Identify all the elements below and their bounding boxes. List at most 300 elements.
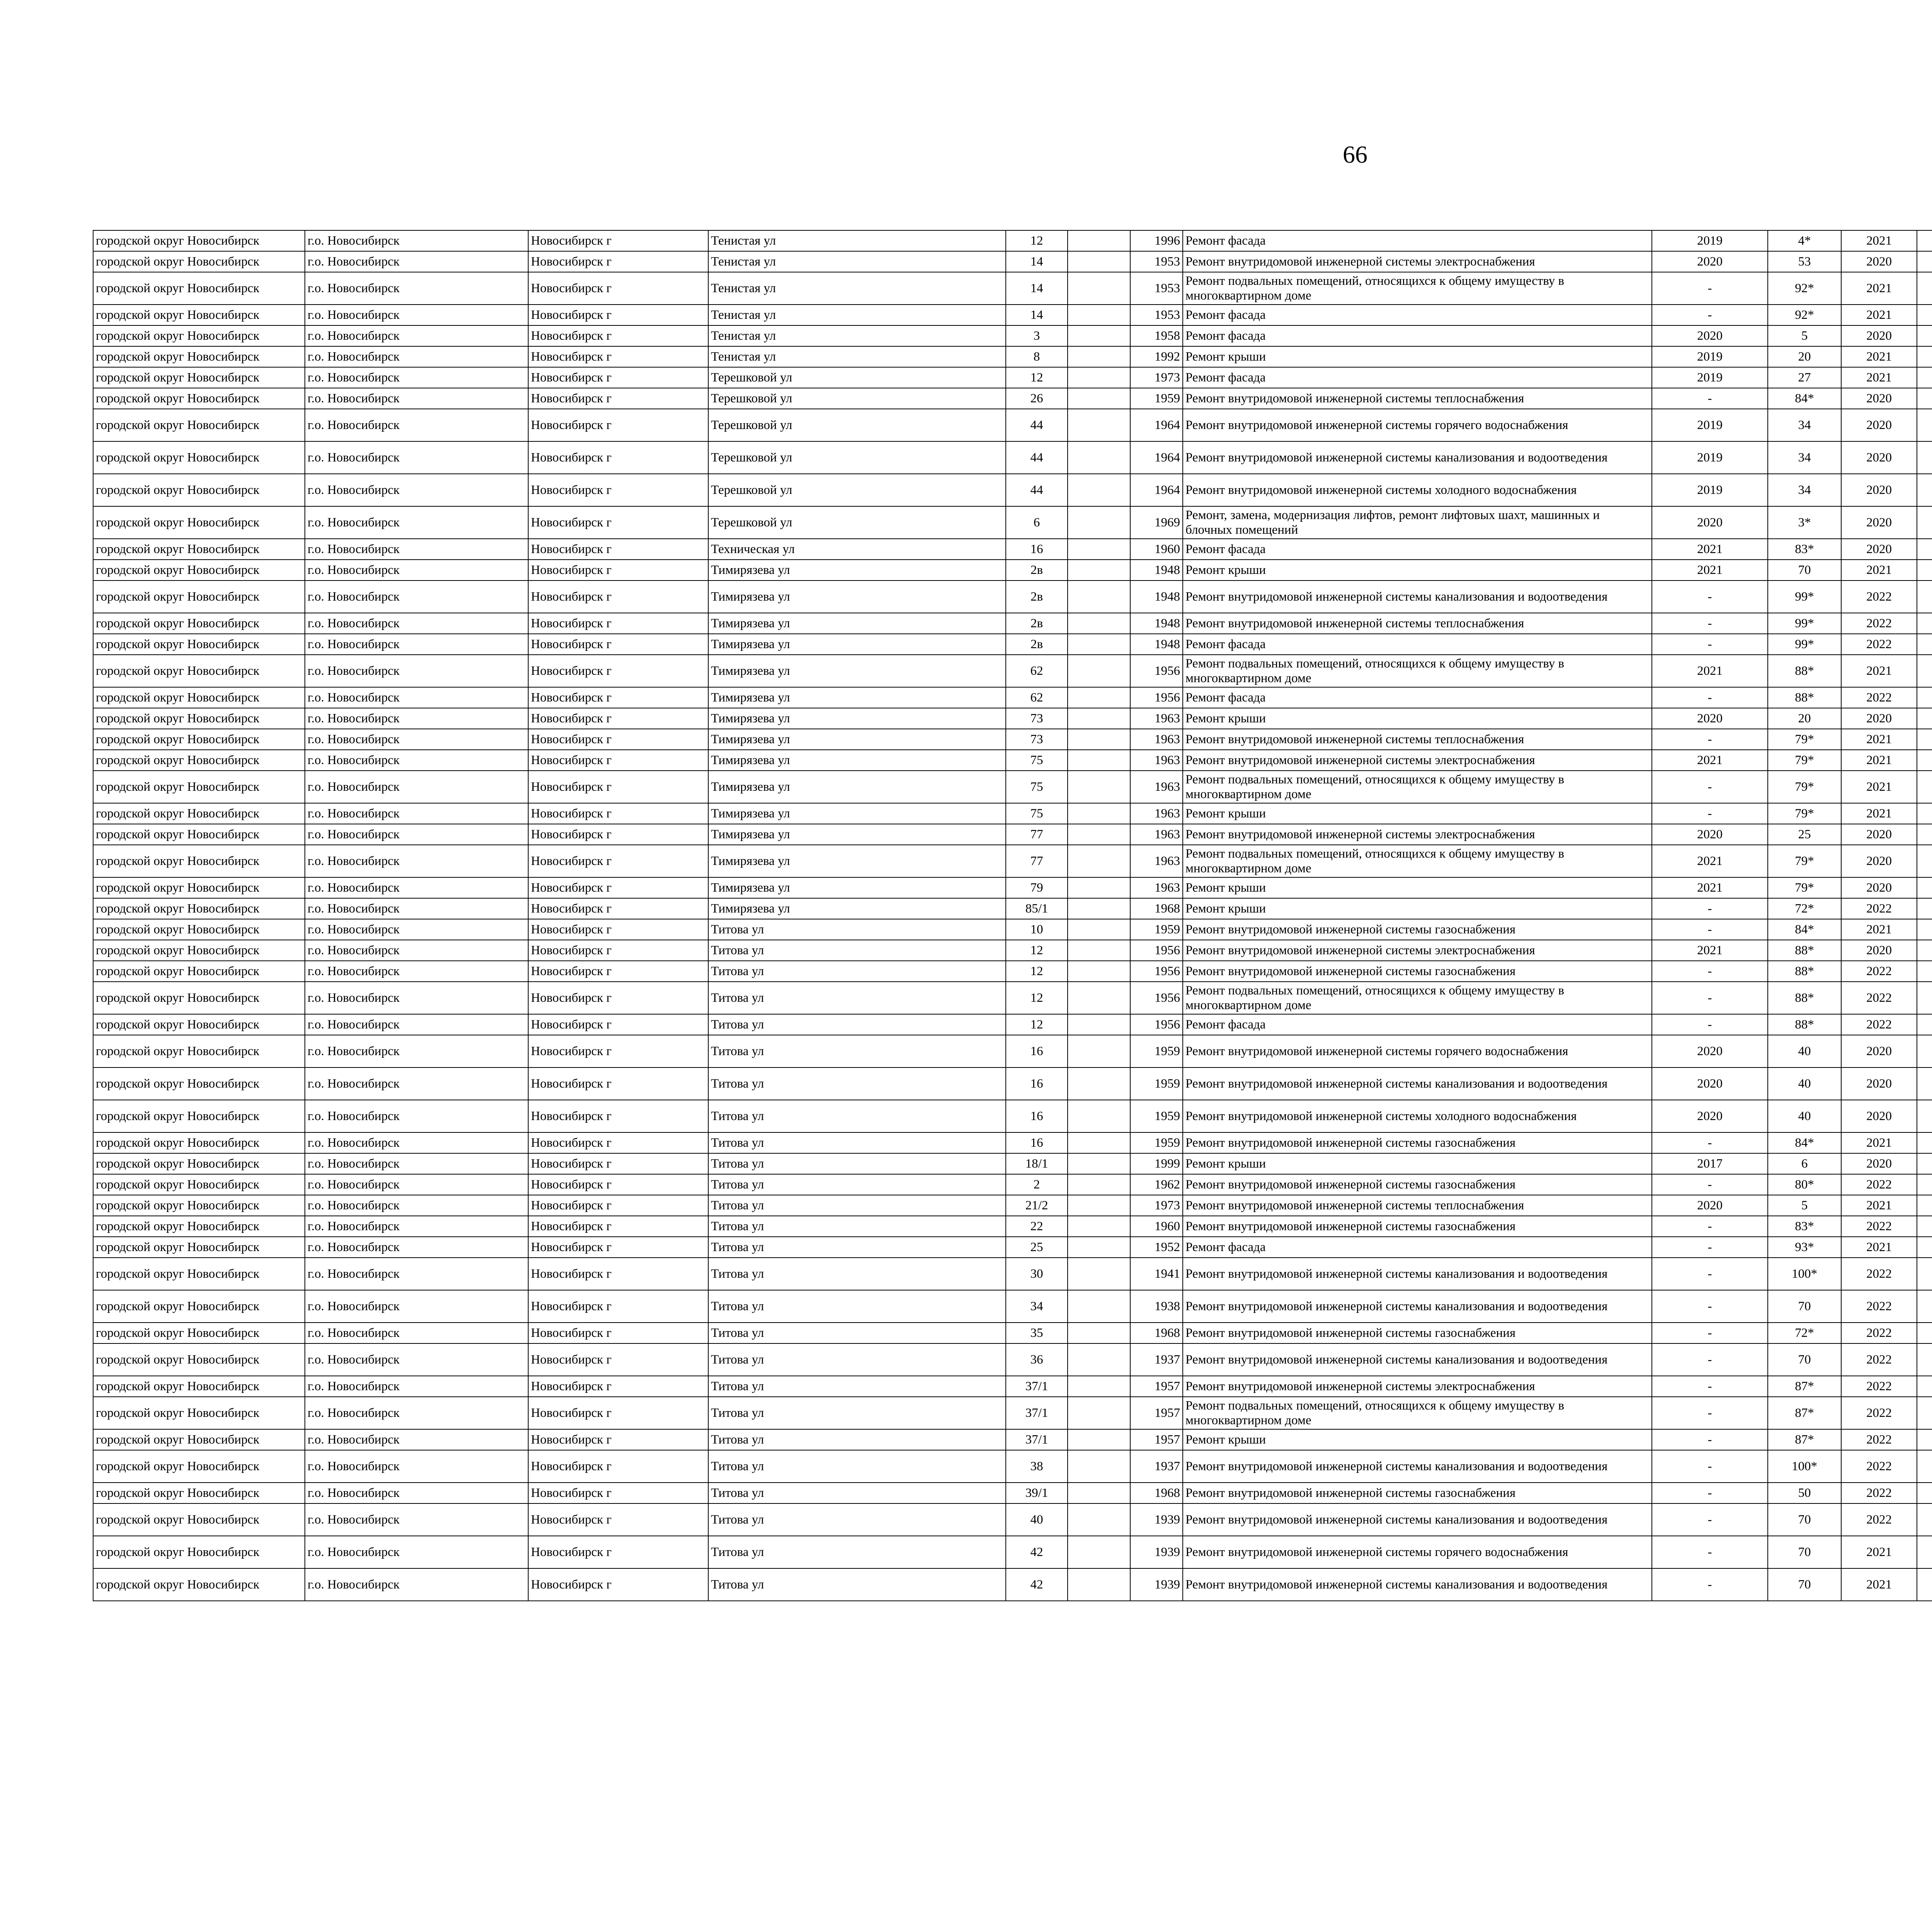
cell-settlement: Новосибирск г (528, 251, 708, 272)
cell-last-repair-year: - (1652, 581, 1768, 613)
cell-plan-end (1917, 305, 1932, 325)
cell-building (1068, 919, 1130, 940)
cell-work-type: Ремонт фасада (1183, 367, 1652, 388)
cell-wear-percent: 70 (1768, 1290, 1841, 1323)
cell-plan-end (1917, 750, 1932, 771)
capital-repair-table (93, 230, 1932, 1601)
cell-street: Титова ул (708, 961, 1006, 982)
cell-municipality: городской округ Новосибирск (93, 750, 305, 771)
cell-wear-percent: 84* (1768, 919, 1841, 940)
cell-last-repair-year: - (1652, 1258, 1768, 1290)
cell-municipality: городской округ Новосибирск (93, 845, 305, 877)
cell-plan-start: 2020 (1841, 251, 1917, 272)
cell-plan-start: 2020 (1841, 877, 1917, 898)
cell-house: 37/1 (1006, 1429, 1068, 1450)
cell-year-built: 1963 (1130, 729, 1183, 750)
cell-house: 35 (1006, 1323, 1068, 1343)
cell-year-built: 1956 (1130, 982, 1183, 1014)
cell-wear-percent: 40 (1768, 1067, 1841, 1100)
cell-plan-end (1917, 251, 1932, 272)
cell-street: Титова ул (708, 1067, 1006, 1100)
cell-district: г.о. Новосибирск (305, 1195, 528, 1216)
cell-district: г.о. Новосибирск (305, 539, 528, 560)
table-row (93, 1132, 1932, 1153)
cell-plan-start: 2022 (1841, 1290, 1917, 1323)
table-row (93, 1195, 1932, 1216)
cell-wear-percent: 99* (1768, 634, 1841, 655)
cell-plan-start: 2020 (1841, 506, 1917, 539)
cell-plan-end (1917, 1237, 1932, 1258)
cell-year-built: 1957 (1130, 1429, 1183, 1450)
cell-plan-start: 2022 (1841, 1258, 1917, 1290)
cell-plan-end (1917, 539, 1932, 560)
cell-settlement: Новосибирск г (528, 1195, 708, 1216)
cell-wear-percent: 83* (1768, 539, 1841, 560)
cell-house: 8 (1006, 346, 1068, 367)
cell-district: г.о. Новосибирск (305, 560, 528, 581)
cell-street: Терешковой ул (708, 441, 1006, 474)
cell-street: Титова ул (708, 1237, 1006, 1258)
cell-wear-percent: 99* (1768, 613, 1841, 634)
cell-building (1068, 655, 1130, 687)
cell-wear-percent: 92* (1768, 272, 1841, 305)
cell-house: 12 (1006, 961, 1068, 982)
cell-year-built: 1937 (1130, 1343, 1183, 1376)
cell-year-built: 1959 (1130, 1132, 1183, 1153)
cell-plan-start: 2022 (1841, 581, 1917, 613)
cell-last-repair-year: - (1652, 1132, 1768, 1153)
cell-settlement: Новосибирск г (528, 961, 708, 982)
cell-wear-percent: 83* (1768, 1216, 1841, 1237)
cell-work-type: Ремонт крыши (1183, 560, 1652, 581)
cell-settlement: Новосибирск г (528, 1376, 708, 1397)
cell-house: 12 (1006, 230, 1068, 251)
cell-district: г.о. Новосибирск (305, 346, 528, 367)
cell-plan-end (1917, 1014, 1932, 1035)
cell-district: г.о. Новосибирск (305, 982, 528, 1014)
cell-wear-percent: 84* (1768, 1132, 1841, 1153)
cell-plan-start: 2021 (1841, 1195, 1917, 1216)
cell-settlement: Новосибирск г (528, 634, 708, 655)
cell-plan-end (1917, 1195, 1932, 1216)
cell-wear-percent: 70 (1768, 560, 1841, 581)
cell-last-repair-year: - (1652, 1323, 1768, 1343)
cell-last-repair-year: - (1652, 1014, 1768, 1035)
cell-last-repair-year: - (1652, 634, 1768, 655)
cell-street: Титова ул (708, 1503, 1006, 1536)
cell-last-repair-year: 2020 (1652, 708, 1768, 729)
cell-wear-percent: 87* (1768, 1429, 1841, 1450)
cell-building (1068, 441, 1130, 474)
table-row (93, 1376, 1932, 1397)
table-row (93, 325, 1932, 346)
cell-building (1068, 729, 1130, 750)
cell-plan-end (1917, 824, 1932, 845)
cell-building (1068, 1216, 1130, 1237)
cell-district: г.о. Новосибирск (305, 581, 528, 613)
cell-plan-end (1917, 940, 1932, 961)
cell-street: Титова ул (708, 1376, 1006, 1397)
cell-wear-percent: 70 (1768, 1503, 1841, 1536)
table-row (93, 1258, 1932, 1290)
cell-plan-end (1917, 687, 1932, 708)
cell-district: г.о. Новосибирск (305, 1100, 528, 1132)
table-row (93, 750, 1932, 771)
cell-plan-start: 2022 (1841, 1397, 1917, 1429)
cell-district: г.о. Новосибирск (305, 1568, 528, 1601)
cell-house: 75 (1006, 750, 1068, 771)
cell-house: 75 (1006, 771, 1068, 803)
cell-house: 62 (1006, 687, 1068, 708)
cell-plan-end (1917, 1343, 1932, 1376)
cell-last-repair-year: 2020 (1652, 251, 1768, 272)
cell-house: 42 (1006, 1536, 1068, 1568)
cell-plan-start: 2020 (1841, 325, 1917, 346)
table-row (93, 409, 1932, 441)
cell-work-type: Ремонт, замена, модернизация лифтов, ремонт лифтовых шахт, машинных и блочных помещений (1183, 506, 1652, 539)
cell-plan-start: 2020 (1841, 441, 1917, 474)
cell-street: Тимирязева ул (708, 708, 1006, 729)
cell-plan-end (1917, 1290, 1932, 1323)
cell-wear-percent: 100* (1768, 1450, 1841, 1483)
cell-plan-end (1917, 1568, 1932, 1601)
cell-street: Титова ул (708, 1258, 1006, 1290)
cell-municipality: городской округ Новосибирск (93, 655, 305, 687)
table-row (93, 539, 1932, 560)
cell-house: 77 (1006, 845, 1068, 877)
cell-district: г.о. Новосибирск (305, 1216, 528, 1237)
cell-municipality: городской округ Новосибирск (93, 1450, 305, 1483)
cell-last-repair-year: 2019 (1652, 441, 1768, 474)
cell-municipality: городской округ Новосибирск (93, 982, 305, 1014)
cell-municipality: городской округ Новосибирск (93, 687, 305, 708)
cell-wear-percent: 79* (1768, 750, 1841, 771)
cell-building (1068, 1343, 1130, 1376)
cell-year-built: 1948 (1130, 634, 1183, 655)
cell-plan-end (1917, 877, 1932, 898)
cell-municipality: городской округ Новосибирск (93, 1343, 305, 1376)
cell-work-type: Ремонт внутридомовой инженерной системы канализования и водоотведения (1183, 1568, 1652, 1601)
cell-settlement: Новосибирск г (528, 1450, 708, 1483)
cell-last-repair-year: 2020 (1652, 1195, 1768, 1216)
cell-last-repair-year: - (1652, 1216, 1768, 1237)
cell-building (1068, 409, 1130, 441)
cell-last-repair-year: 2020 (1652, 325, 1768, 346)
cell-last-repair-year: 2019 (1652, 474, 1768, 506)
cell-work-type: Ремонт фасада (1183, 230, 1652, 251)
cell-plan-end (1917, 729, 1932, 750)
cell-wear-percent: 87* (1768, 1376, 1841, 1397)
table-row (93, 1397, 1932, 1429)
cell-wear-percent: 72* (1768, 898, 1841, 919)
cell-municipality: городской округ Новосибирск (93, 1429, 305, 1450)
cell-wear-percent: 5 (1768, 1195, 1841, 1216)
table-row (93, 613, 1932, 634)
cell-year-built: 1938 (1130, 1290, 1183, 1323)
cell-district: г.о. Новосибирск (305, 687, 528, 708)
cell-settlement: Новосибирск г (528, 1153, 708, 1174)
cell-street: Тимирязева ул (708, 771, 1006, 803)
cell-year-built: 1963 (1130, 824, 1183, 845)
cell-settlement: Новосибирск г (528, 272, 708, 305)
cell-plan-end (1917, 560, 1932, 581)
cell-year-built: 1948 (1130, 581, 1183, 613)
cell-wear-percent: 88* (1768, 961, 1841, 982)
cell-year-built: 1973 (1130, 1195, 1183, 1216)
cell-plan-start: 2021 (1841, 1132, 1917, 1153)
cell-building (1068, 539, 1130, 560)
cell-plan-end (1917, 1035, 1932, 1067)
cell-district: г.о. Новосибирск (305, 1290, 528, 1323)
cell-district: г.о. Новосибирск (305, 1132, 528, 1153)
cell-wear-percent: 88* (1768, 982, 1841, 1014)
cell-district: г.о. Новосибирск (305, 1503, 528, 1536)
cell-settlement: Новосибирск г (528, 305, 708, 325)
cell-year-built: 1968 (1130, 1323, 1183, 1343)
cell-street: Терешковой ул (708, 367, 1006, 388)
cell-building (1068, 1323, 1130, 1343)
cell-settlement: Новосибирск г (528, 613, 708, 634)
cell-house: 2 (1006, 1174, 1068, 1195)
cell-house: 2в (1006, 613, 1068, 634)
cell-building (1068, 824, 1130, 845)
cell-district: г.о. Новосибирск (305, 409, 528, 441)
cell-last-repair-year: - (1652, 1376, 1768, 1397)
cell-municipality: городской округ Новосибирск (93, 940, 305, 961)
cell-year-built: 1939 (1130, 1503, 1183, 1536)
cell-last-repair-year: 2021 (1652, 560, 1768, 581)
cell-district: г.о. Новосибирск (305, 1343, 528, 1376)
cell-plan-start: 2022 (1841, 613, 1917, 634)
cell-municipality: городской округ Новосибирск (93, 251, 305, 272)
cell-settlement: Новосибирск г (528, 824, 708, 845)
cell-year-built: 1959 (1130, 388, 1183, 409)
cell-wear-percent: 92* (1768, 305, 1841, 325)
table-row (93, 506, 1932, 539)
cell-plan-start: 2022 (1841, 982, 1917, 1014)
cell-settlement: Новосибирск г (528, 1237, 708, 1258)
cell-municipality: городской округ Новосибирск (93, 1216, 305, 1237)
page-number: 66 (1343, 141, 1367, 168)
cell-wear-percent: 88* (1768, 655, 1841, 687)
cell-settlement: Новосибирск г (528, 803, 708, 824)
table-row (93, 687, 1932, 708)
cell-building (1068, 1376, 1130, 1397)
cell-municipality: городской округ Новосибирск (93, 581, 305, 613)
cell-house: 26 (1006, 388, 1068, 409)
cell-plan-end (1917, 771, 1932, 803)
cell-house: 2в (1006, 560, 1068, 581)
table-row (93, 729, 1932, 750)
cell-wear-percent: 72* (1768, 1323, 1841, 1343)
cell-year-built: 1999 (1130, 1153, 1183, 1174)
cell-plan-start: 2022 (1841, 1376, 1917, 1397)
cell-work-type: Ремонт подвальных помещений, относящихся к общему имуществу в многоквартирном доме (1183, 982, 1652, 1014)
cell-wear-percent: 84* (1768, 388, 1841, 409)
cell-wear-percent: 70 (1768, 1343, 1841, 1376)
cell-year-built: 1962 (1130, 1174, 1183, 1195)
cell-building (1068, 982, 1130, 1014)
cell-plan-end (1917, 367, 1932, 388)
cell-last-repair-year: - (1652, 919, 1768, 940)
cell-municipality: городской округ Новосибирск (93, 230, 305, 251)
cell-house: 30 (1006, 1258, 1068, 1290)
cell-last-repair-year: 2021 (1652, 877, 1768, 898)
cell-year-built: 1956 (1130, 687, 1183, 708)
cell-plan-end (1917, 1132, 1932, 1153)
cell-district: г.о. Новосибирск (305, 961, 528, 982)
cell-plan-start: 2021 (1841, 771, 1917, 803)
cell-street: Титова ул (708, 1429, 1006, 1450)
cell-plan-end (1917, 845, 1932, 877)
table-row (93, 441, 1932, 474)
cell-wear-percent: 88* (1768, 940, 1841, 961)
cell-district: г.о. Новосибирск (305, 230, 528, 251)
cell-street: Тимирязева ул (708, 729, 1006, 750)
cell-municipality: городской округ Новосибирск (93, 898, 305, 919)
cell-street: Титова ул (708, 1100, 1006, 1132)
cell-street: Тенистая ул (708, 230, 1006, 251)
cell-settlement: Новосибирск г (528, 230, 708, 251)
cell-street: Тимирязева ул (708, 581, 1006, 613)
cell-building (1068, 1290, 1130, 1323)
cell-house: 37/1 (1006, 1397, 1068, 1429)
cell-work-type: Ремонт внутридомовой инженерной системы канализования и водоотведения (1183, 1503, 1652, 1536)
cell-municipality: городской округ Новосибирск (93, 539, 305, 560)
cell-plan-start: 2021 (1841, 1568, 1917, 1601)
cell-work-type: Ремонт подвальных помещений, относящихся к общему имуществу в многоквартирном доме (1183, 845, 1652, 877)
table-row (93, 1343, 1932, 1376)
cell-district: г.о. Новосибирск (305, 1450, 528, 1483)
cell-plan-start: 2020 (1841, 1067, 1917, 1100)
cell-work-type: Ремонт внутридомовой инженерной системы газоснабжения (1183, 1216, 1652, 1237)
cell-district: г.о. Новосибирск (305, 1014, 528, 1035)
cell-house: 10 (1006, 919, 1068, 940)
cell-work-type: Ремонт подвальных помещений, относящихся к общему имуществу в многоквартирном доме (1183, 1397, 1652, 1429)
cell-street: Тимирязева ул (708, 613, 1006, 634)
cell-municipality: городской округ Новосибирск (93, 803, 305, 824)
cell-year-built: 1963 (1130, 771, 1183, 803)
cell-settlement: Новосибирск г (528, 771, 708, 803)
cell-district: г.о. Новосибирск (305, 367, 528, 388)
cell-year-built: 1953 (1130, 305, 1183, 325)
table-row (93, 1237, 1932, 1258)
table-row (93, 845, 1932, 877)
cell-district: г.о. Новосибирск (305, 919, 528, 940)
cell-street: Титова ул (708, 1216, 1006, 1237)
cell-building (1068, 1258, 1130, 1290)
cell-last-repair-year: - (1652, 1174, 1768, 1195)
cell-wear-percent: 3* (1768, 506, 1841, 539)
cell-house: 16 (1006, 539, 1068, 560)
table-row (93, 1536, 1932, 1568)
cell-building (1068, 1067, 1130, 1100)
cell-year-built: 1968 (1130, 1483, 1183, 1503)
cell-settlement: Новосибирск г (528, 388, 708, 409)
cell-year-built: 1953 (1130, 251, 1183, 272)
cell-settlement: Новосибирск г (528, 845, 708, 877)
cell-settlement: Новосибирск г (528, 1035, 708, 1067)
table-row (93, 367, 1932, 388)
cell-plan-start: 2020 (1841, 824, 1917, 845)
cell-plan-start: 2022 (1841, 961, 1917, 982)
cell-building (1068, 877, 1130, 898)
cell-building (1068, 687, 1130, 708)
cell-house: 34 (1006, 1290, 1068, 1323)
cell-district: г.о. Новосибирск (305, 1237, 528, 1258)
cell-building (1068, 898, 1130, 919)
cell-street: Титова ул (708, 1014, 1006, 1035)
table-row (93, 940, 1932, 961)
cell-settlement: Новосибирск г (528, 1067, 708, 1100)
cell-year-built: 1959 (1130, 1067, 1183, 1100)
cell-work-type: Ремонт подвальных помещений, относящихся к общему имуществу в многоквартирном доме (1183, 272, 1652, 305)
cell-plan-start: 2020 (1841, 940, 1917, 961)
cell-street: Титова ул (708, 940, 1006, 961)
cell-plan-end (1917, 803, 1932, 824)
cell-year-built: 1956 (1130, 1014, 1183, 1035)
cell-last-repair-year: 2020 (1652, 1067, 1768, 1100)
cell-year-built: 1963 (1130, 877, 1183, 898)
cell-house: 85/1 (1006, 898, 1068, 919)
cell-wear-percent: 70 (1768, 1568, 1841, 1601)
cell-work-type: Ремонт крыши (1183, 1153, 1652, 1174)
cell-last-repair-year: - (1652, 898, 1768, 919)
cell-year-built: 1953 (1130, 272, 1183, 305)
cell-work-type: Ремонт внутридомовой инженерной системы электроснабжения (1183, 251, 1652, 272)
cell-wear-percent: 50 (1768, 1483, 1841, 1503)
cell-house: 12 (1006, 367, 1068, 388)
cell-municipality: городской округ Новосибирск (93, 474, 305, 506)
cell-year-built: 1956 (1130, 961, 1183, 982)
cell-plan-end (1917, 474, 1932, 506)
cell-work-type: Ремонт внутридомовой инженерной системы канализования и водоотведения (1183, 441, 1652, 474)
cell-settlement: Новосибирск г (528, 1174, 708, 1195)
cell-year-built: 1960 (1130, 1216, 1183, 1237)
cell-year-built: 1939 (1130, 1568, 1183, 1601)
cell-house: 79 (1006, 877, 1068, 898)
cell-district: г.о. Новосибирск (305, 474, 528, 506)
table-row (93, 961, 1932, 982)
cell-work-type: Ремонт внутридомовой инженерной системы холодного водоснабжения (1183, 474, 1652, 506)
cell-wear-percent: 93* (1768, 1237, 1841, 1258)
cell-plan-start: 2021 (1841, 1536, 1917, 1568)
cell-settlement: Новосибирск г (528, 1503, 708, 1536)
cell-building (1068, 1195, 1130, 1216)
cell-house: 16 (1006, 1067, 1068, 1100)
cell-district: г.о. Новосибирск (305, 1483, 528, 1503)
cell-work-type: Ремонт внутридомовой инженерной системы горячего водоснабжения (1183, 1536, 1652, 1568)
cell-street: Титова ул (708, 982, 1006, 1014)
cell-last-repair-year: - (1652, 272, 1768, 305)
cell-municipality: городской округ Новосибирск (93, 919, 305, 940)
cell-work-type: Ремонт внутридомовой инженерной системы газоснабжения (1183, 1174, 1652, 1195)
cell-plan-end (1917, 655, 1932, 687)
cell-house: 16 (1006, 1100, 1068, 1132)
cell-municipality: городской округ Новосибирск (93, 409, 305, 441)
cell-street: Титова ул (708, 1536, 1006, 1568)
cell-last-repair-year: - (1652, 1568, 1768, 1601)
cell-plan-start: 2021 (1841, 750, 1917, 771)
cell-year-built: 1959 (1130, 1100, 1183, 1132)
cell-plan-start: 2020 (1841, 539, 1917, 560)
cell-district: г.о. Новосибирск (305, 750, 528, 771)
cell-plan-end (1917, 708, 1932, 729)
cell-plan-end (1917, 1258, 1932, 1290)
table-row (93, 634, 1932, 655)
cell-district: г.о. Новосибирск (305, 1067, 528, 1100)
cell-house: 12 (1006, 982, 1068, 1014)
